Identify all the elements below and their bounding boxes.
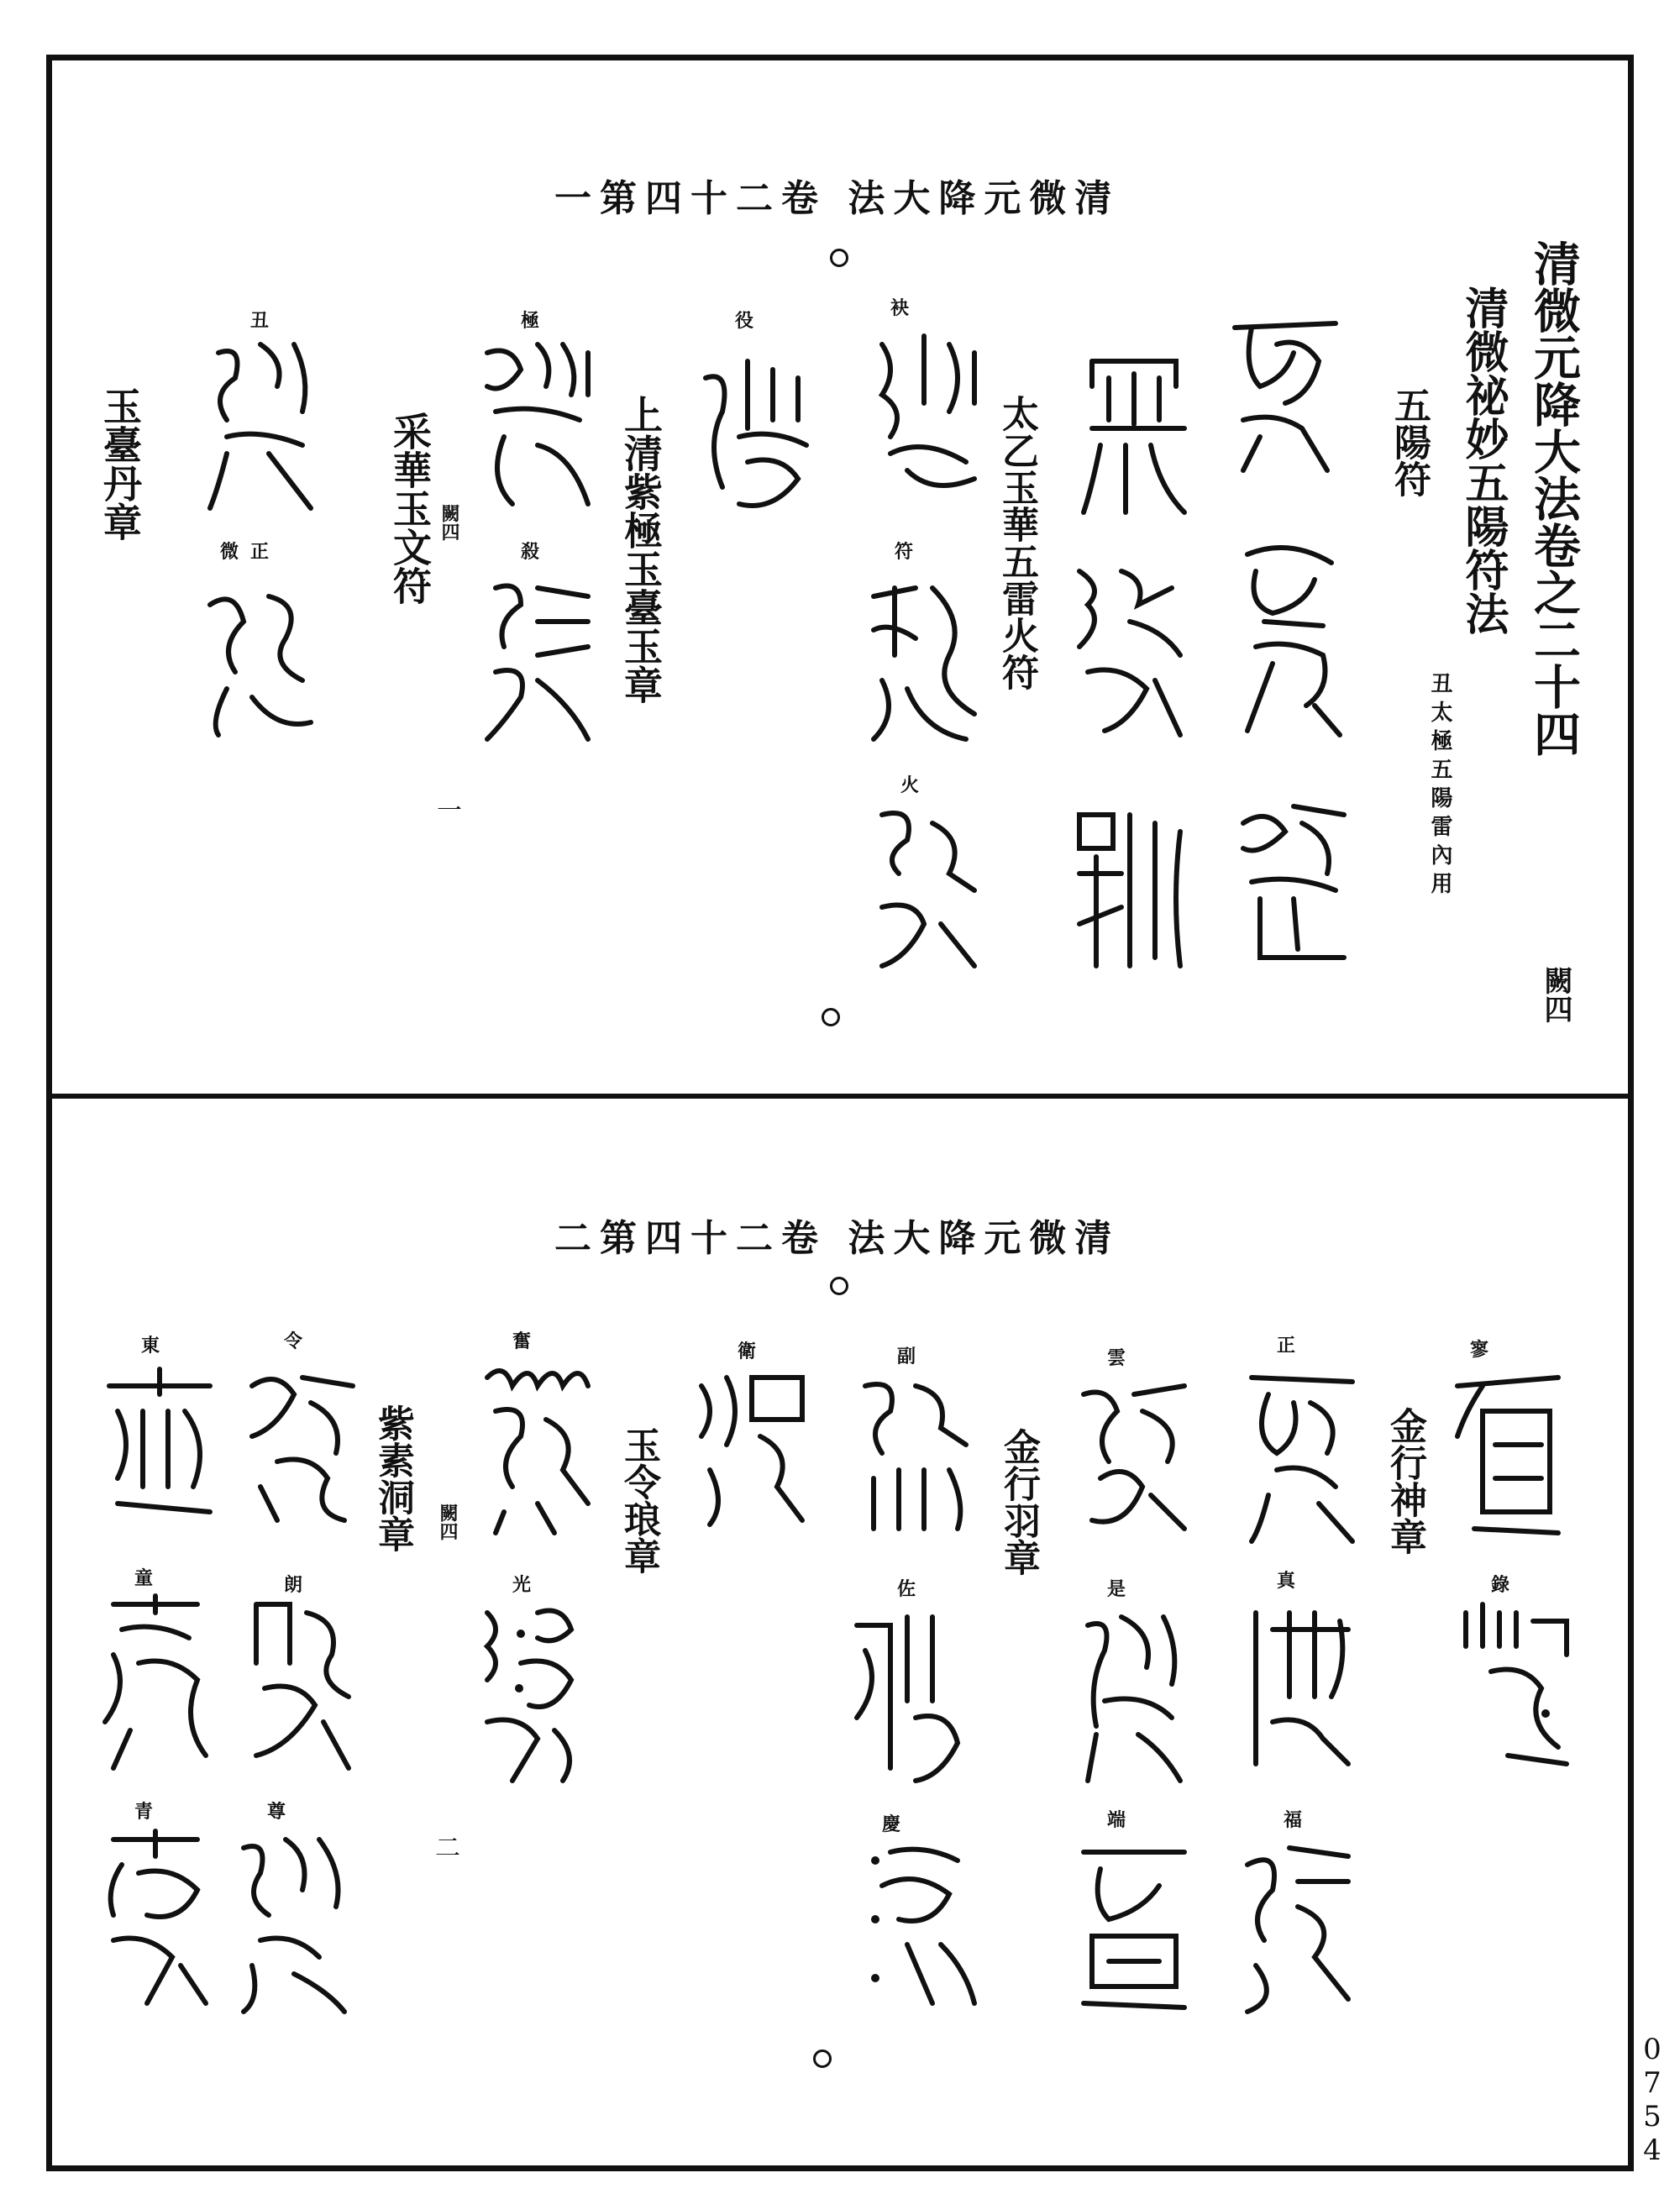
glyph-label: 役 — [735, 310, 754, 332]
bottom-running-header: 二第四十二卷 法大降元微清 — [554, 1217, 1121, 1260]
section-mark: 闕四 — [1539, 966, 1572, 1023]
glyph-label: 正 — [250, 541, 270, 563]
talisman-glyph — [1235, 790, 1352, 966]
talisman-glyph — [848, 1600, 966, 1785]
heading-zisu-dongzhang: 紫素洞章 — [371, 1404, 414, 1552]
glyph-label: 朗 — [284, 1574, 303, 1596]
glyph-label: 慶 — [882, 1813, 901, 1835]
fold-tick: 一 — [437, 796, 462, 826]
talisman-glyph — [101, 1361, 218, 1529]
glyph-label: 丑 — [250, 310, 270, 332]
glyph-label: 真 — [1277, 1570, 1296, 1592]
talisman-glyph — [1243, 1361, 1361, 1546]
talisman-glyph — [1071, 554, 1189, 739]
glyph-label: 寥 — [1470, 1339, 1489, 1361]
glyph-label: 福 — [1284, 1809, 1303, 1831]
talisman-glyph — [235, 1823, 353, 2016]
page-number-digit: 4 — [1643, 2133, 1662, 2167]
glyph-label: 副 — [897, 1346, 916, 1367]
binding-hole — [830, 1277, 848, 1295]
talisman-glyph — [857, 1369, 974, 1537]
talisman-glyph — [479, 328, 596, 512]
section-subtitle: 清微祕妙五陽符法 — [1457, 286, 1509, 635]
talisman-glyph — [865, 1835, 983, 2012]
glyph-label: 佐 — [897, 1578, 916, 1600]
talisman-glyph — [97, 1823, 214, 2007]
glyph-label: 令 — [284, 1330, 303, 1352]
glyph-label: 雲 — [1107, 1347, 1126, 1369]
glyph-label: 符 — [895, 541, 914, 563]
glyph-label: 東 — [141, 1335, 160, 1357]
heading-yutai-danzhang: 玉臺丹章 — [97, 386, 143, 541]
talisman-glyph — [479, 1352, 596, 1537]
talisman-glyph — [1226, 302, 1344, 479]
heading-wu-yang-fu: 五陽符 — [1388, 386, 1431, 497]
volume-title: 清微元降大法卷之二十四 — [1526, 239, 1582, 757]
talisman-glyph — [470, 1596, 588, 1789]
talisman-glyph — [202, 328, 319, 512]
glyph-label: 端 — [1107, 1809, 1126, 1831]
glyph-label: 火 — [900, 774, 920, 796]
talisman-glyph — [865, 328, 983, 496]
talisman-glyph — [1239, 1831, 1357, 2016]
glyph-label: 正 — [1277, 1335, 1296, 1357]
talisman-glyph — [244, 1352, 361, 1529]
talisman-glyph — [1239, 1596, 1357, 1772]
binding-hole — [813, 2049, 832, 2068]
heading-caihua-yuwen: 采華玉文符 — [387, 412, 433, 605]
heading-shangqing-yutai: 上清紫極玉臺玉章 — [618, 395, 664, 704]
page-number-digit: 5 — [1643, 2100, 1662, 2133]
talisman-glyph — [1449, 1361, 1567, 1537]
glyph-label: 奮 — [512, 1330, 532, 1352]
talisman-glyph — [1231, 538, 1348, 739]
binding-hole — [822, 1008, 840, 1026]
glyph-label: 童 — [134, 1567, 154, 1589]
heading-jinxing-shenzhang: 金行神章 — [1383, 1407, 1426, 1555]
talisman-glyph — [97, 1588, 214, 1772]
heading-jinxing-yuzhang: 金行羽章 — [997, 1428, 1040, 1576]
glyph-label: 極 — [521, 310, 540, 332]
top-running-header: 一第四十二卷 法大降元微清 — [554, 177, 1121, 220]
talisman-glyph — [202, 571, 319, 739]
talisman-glyph — [1075, 1369, 1193, 1537]
page-number — [1640, 2033, 1665, 2167]
glyph-label: 光 — [512, 1574, 532, 1596]
talisman-glyph — [697, 344, 815, 521]
heading-note: 闕四 — [437, 1504, 459, 1540]
talisman-glyph — [239, 1588, 357, 1772]
fold-tick: 二 — [435, 1834, 460, 1863]
glyph-label: 微 — [220, 541, 239, 563]
glyph-label: 是 — [1107, 1578, 1126, 1600]
talisman-glyph — [865, 798, 983, 974]
binding-hole — [830, 249, 848, 267]
glyph-label: 青 — [134, 1801, 154, 1823]
page-number-digit: 0 — [1643, 2033, 1662, 2066]
heading-note: 闕四 — [438, 504, 460, 541]
heading-taiyi-wulei: 太乙玉華五雷火符 — [995, 395, 1038, 690]
talisman-glyph — [865, 571, 983, 748]
page-number-digit: 7 — [1643, 2066, 1662, 2100]
subtitle-note: 丑太極五陽雷內用 — [1427, 672, 1452, 900]
glyph-label: 錄 — [1491, 1574, 1510, 1596]
talisman-glyph — [693, 1361, 811, 1529]
talisman-glyph — [1075, 1835, 1193, 2012]
talisman-glyph — [479, 571, 596, 748]
heading-yuling-langzhang: 玉令琅章 — [617, 1426, 660, 1574]
page-divider — [46, 1094, 1634, 1099]
talisman-glyph — [1071, 798, 1189, 974]
talisman-glyph — [1075, 344, 1193, 521]
talisman-glyph — [1071, 1600, 1189, 1785]
talisman-glyph — [1457, 1596, 1575, 1772]
glyph-label: 殺 — [521, 541, 540, 563]
glyph-label: 衛 — [738, 1341, 757, 1362]
glyph-label: 尊 — [267, 1801, 286, 1823]
glyph-label: 袂 — [890, 297, 910, 319]
